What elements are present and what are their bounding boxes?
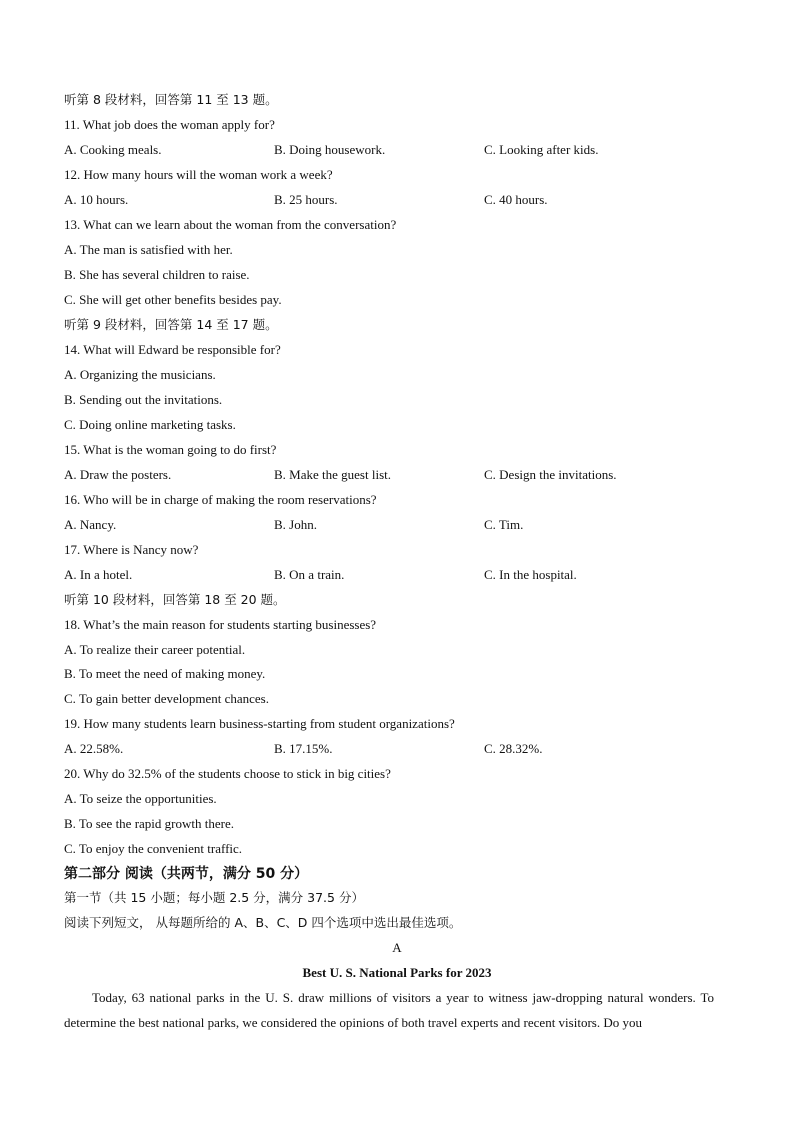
q13-stem: 13. What can we learn about the woman from the conversation? <box>64 217 397 232</box>
passage-paragraph: Today, 63 national parks in the U. S. draw millions of visitors a year to witness jaw-dropping natural wonders. To determine the best national parks, we considered the opinions of both travel experts and recent visitors. Do you <box>64 990 714 1030</box>
q18-option-a: A. To realize their career potential. <box>64 642 246 657</box>
q14-option-b: B. Sending out the invitations. <box>64 392 223 407</box>
q12-option-c: C. 40 hours. <box>484 192 548 207</box>
q20-option-a: A. To seize the opportunities. <box>64 791 217 806</box>
q18-option-b: B. To meet the need of making money. <box>64 666 266 681</box>
q11-option-c: C. Looking after kids. <box>484 142 599 157</box>
q16-option-a: A. Nancy. <box>64 517 117 532</box>
q20-option-b: B. To see the rapid growth there. <box>64 816 234 831</box>
passage-letter: A <box>392 940 402 955</box>
q16-option-c: C. Tim. <box>484 517 524 532</box>
q13-option-c: C. She will get other benefits besides pay. <box>64 292 282 307</box>
part2-subtitle: 第一节（共 15 小题；每小题 2.5 分，满分 37.5 分） <box>64 890 364 905</box>
q14-option-c: C. Doing online marketing tasks. <box>64 417 236 432</box>
q16-option-b: B. John. <box>274 517 317 532</box>
q15-option-c: C. Design the invitations. <box>484 467 617 482</box>
q14-stem: 14. What will Edward be responsible for? <box>64 342 281 357</box>
q16-stem: 16. Who will be in charge of making the room reservations? <box>64 492 377 507</box>
q12-stem: 12. How many hours will the woman work a week? <box>64 167 333 182</box>
q11-option-a: A. Cooking meals. <box>64 142 162 157</box>
q17-stem: 17. Where is Nancy now? <box>64 542 199 557</box>
q12-option-a: A. 10 hours. <box>64 192 129 207</box>
q17-option-c: C. In the hospital. <box>484 567 577 582</box>
section10-header: 听第 10 段材料，回答第 18 至 20 题。 <box>64 592 286 607</box>
section8-header: 听第 8 段材料，回答第 11 至 13 题。 <box>64 92 278 107</box>
q19-stem: 19. How many students learn business-starting from student organizations? <box>64 716 455 731</box>
q14-option-a: A. Organizing the musicians. <box>64 367 216 382</box>
q17-option-b: B. On a train. <box>274 567 345 582</box>
q15-stem: 15. What is the woman going to do first? <box>64 442 277 457</box>
section9-header: 听第 9 段材料，回答第 14 至 17 题。 <box>64 317 278 332</box>
q18-option-c: C. To gain better development chances. <box>64 691 269 706</box>
part2-instructions: 阅读下列短文， 从每题所给的 A、B、C、D 四个选项中选出最佳选项。 <box>64 915 462 930</box>
q11-option-b: B. Doing housework. <box>274 142 386 157</box>
q17-option-a: A. In a hotel. <box>64 567 133 582</box>
passage-title: Best U. S. National Parks for 2023 <box>302 965 492 980</box>
q18-stem: 18. What’s the main reason for students starting businesses? <box>64 617 377 632</box>
q13-option-a: A. The man is satisfied with her. <box>64 242 233 257</box>
q13-option-b: B. She has several children to raise. <box>64 267 250 282</box>
part2-title: 第二部分 阅读（共两节，满分 50 分） <box>64 866 309 882</box>
q15-option-b: B. Make the guest list. <box>274 467 391 482</box>
q12-option-b: B. 25 hours. <box>274 192 338 207</box>
q15-option-a: A. Draw the posters. <box>64 467 172 482</box>
q20-option-c: C. To enjoy the convenient traffic. <box>64 841 243 856</box>
q19-option-c: C. 28.32%. <box>484 741 543 756</box>
q11-stem: 11. What job does the woman apply for? <box>64 117 275 132</box>
q19-option-b: B. 17.15%. <box>274 741 333 756</box>
q19-option-a: A. 22.58%. <box>64 741 124 756</box>
q20-stem: 20. Why do 32.5% of the students choose to stick in big cities? <box>64 766 391 781</box>
